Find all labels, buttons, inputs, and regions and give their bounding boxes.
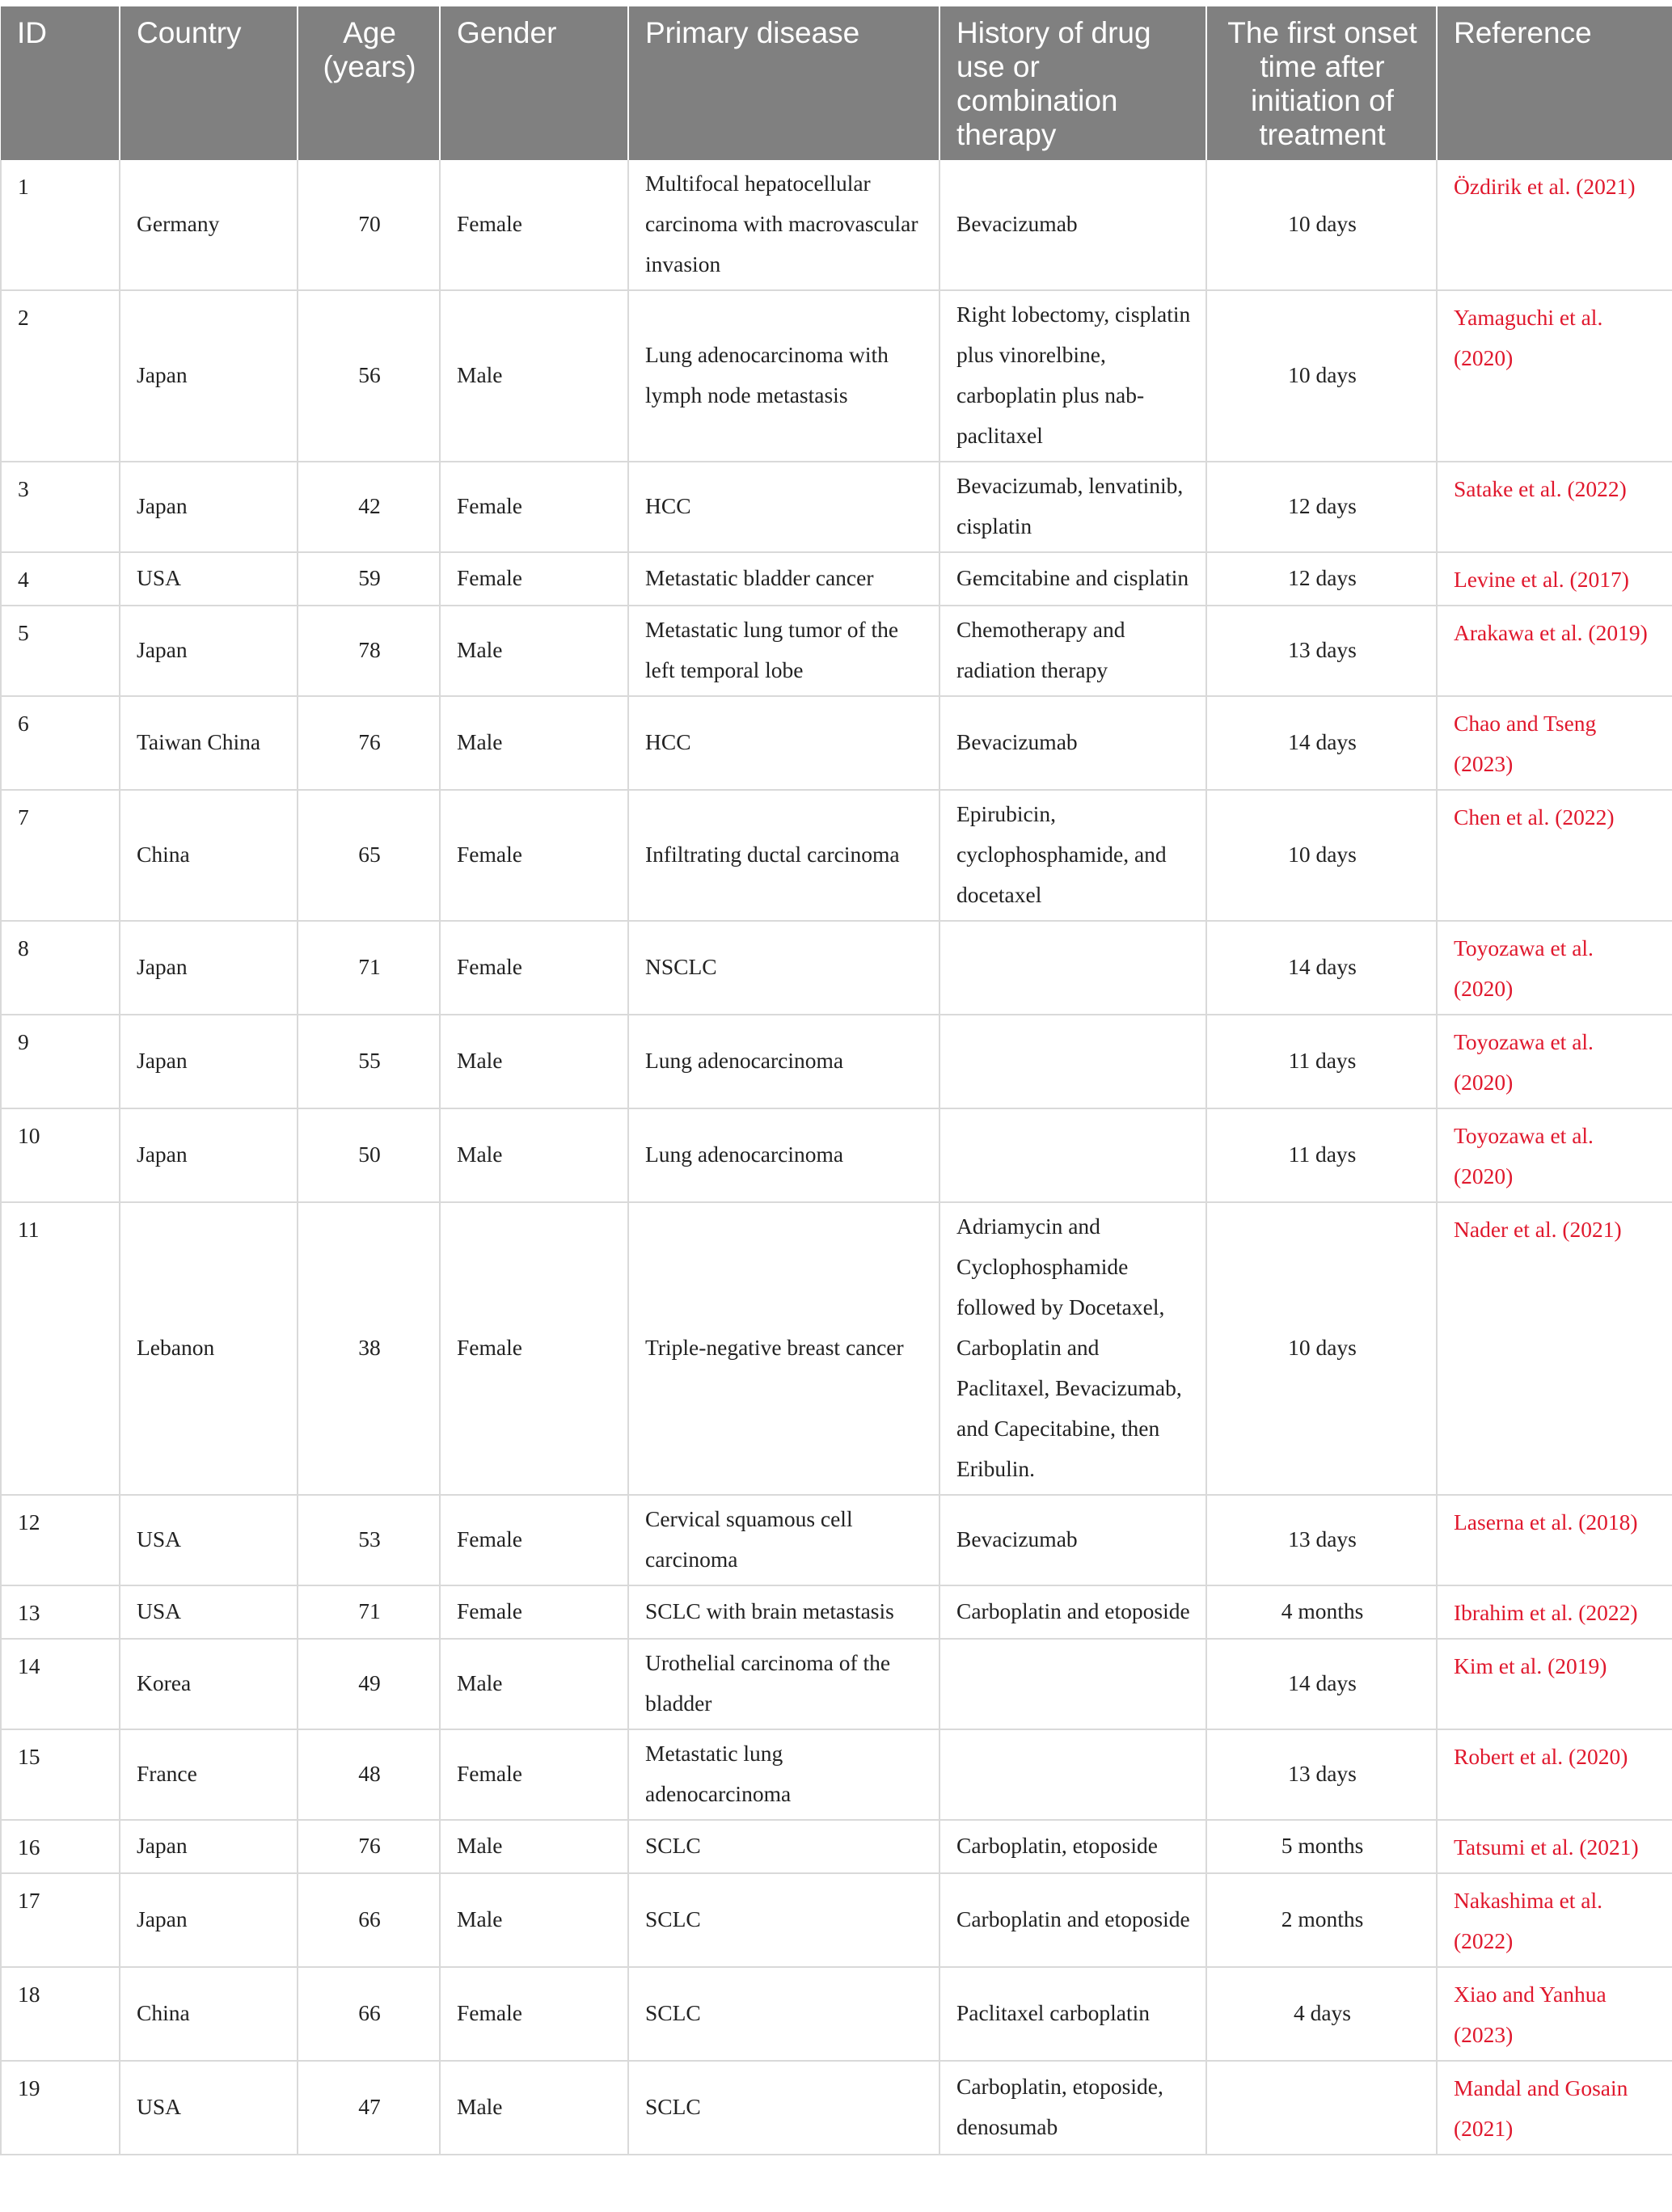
cell-age: 65 [298, 790, 440, 921]
reference-link[interactable]: Kim et al. (2019) [1437, 1639, 1672, 1729]
cell-gender: Male [440, 1015, 628, 1108]
cell-id: 6 [1, 696, 120, 790]
cell-age: 76 [298, 696, 440, 790]
cell-gender: Male [440, 290, 628, 462]
reference-link[interactable]: Özdirik et al. (2021) [1437, 160, 1672, 290]
table-row [1, 462, 1672, 552]
cell-primary-disease: SCLC [628, 1873, 939, 1967]
cell-primary-disease: Metastatic lung tumor of the left temporal lobe [628, 606, 939, 696]
cell-id: 15 [1, 1729, 120, 1820]
cell-onset: 14 days [1206, 696, 1437, 790]
cell-history: Chemotherapy and radiation therapy [939, 606, 1206, 696]
cell-gender: Female [440, 462, 628, 552]
cell-gender: Female [440, 921, 628, 1015]
cell-primary-disease: SCLC with brain metastasis [628, 1585, 939, 1639]
table-row [1, 696, 1672, 790]
table-row [1, 1202, 1672, 1495]
cell-primary-disease: Metastatic bladder cancer [628, 552, 939, 606]
cell-age: 71 [298, 921, 440, 1015]
table-row [1, 1820, 1672, 1873]
cell-history: Paclitaxel carboplatin [939, 1967, 1206, 2061]
cell-primary-disease: SCLC [628, 1820, 939, 1873]
cell-onset: 11 days [1206, 1108, 1437, 1202]
cell-gender: Female [440, 1202, 628, 1495]
reference-link[interactable]: Robert et al. (2020) [1437, 1729, 1672, 1820]
cell-history: Epirubicin, cyclophosphamide, and docetaxel [939, 790, 1206, 921]
table-row [1, 1108, 1672, 1202]
table-row [1, 606, 1672, 696]
cell-id: 12 [1, 1495, 120, 1585]
cell-country: China [120, 790, 298, 921]
table-row [1, 290, 1672, 462]
header-history: History of drug use or combination therapy [939, 6, 1206, 160]
cell-id: 1 [1, 160, 120, 290]
cell-gender: Female [440, 1729, 628, 1820]
cell-onset: 14 days [1206, 1639, 1437, 1729]
reference-link[interactable]: Xiao and Yanhua (2023) [1437, 1967, 1672, 2061]
cell-id: 3 [1, 462, 120, 552]
cell-onset: 10 days [1206, 160, 1437, 290]
cell-country: USA [120, 2061, 298, 2155]
cell-gender: Female [440, 1585, 628, 1639]
cell-history [939, 1108, 1206, 1202]
cell-age: 56 [298, 290, 440, 462]
cell-age: 55 [298, 1015, 440, 1108]
cell-age: 47 [298, 2061, 440, 2155]
cell-gender: Male [440, 1820, 628, 1873]
cell-onset: 14 days [1206, 921, 1437, 1015]
reference-link[interactable]: Yamaguchi et al. (2020) [1437, 290, 1672, 462]
cell-id: 19 [1, 2061, 120, 2155]
cell-onset: 10 days [1206, 1202, 1437, 1495]
cell-history: Bevacizumab [939, 160, 1206, 290]
cell-onset: 13 days [1206, 1729, 1437, 1820]
cell-history: Gemcitabine and cisplatin [939, 552, 1206, 606]
cell-history: Carboplatin, etoposide [939, 1820, 1206, 1873]
cell-gender: Male [440, 1108, 628, 1202]
cell-history: Bevacizumab [939, 1495, 1206, 1585]
cell-age: 59 [298, 552, 440, 606]
cell-id: 8 [1, 921, 120, 1015]
cell-country: Korea [120, 1639, 298, 1729]
header-reference: Reference [1437, 6, 1672, 160]
header-gender: Gender [440, 6, 628, 160]
cell-id: 7 [1, 790, 120, 921]
cell-id: 9 [1, 1015, 120, 1108]
header-primary-disease: Primary disease [628, 6, 939, 160]
reference-link[interactable]: Tatsumi et al. (2021) [1437, 1820, 1672, 1873]
cell-age: 70 [298, 160, 440, 290]
reference-link[interactable]: Toyozawa et al. (2020) [1437, 1015, 1672, 1108]
cell-primary-disease: Lung adenocarcinoma [628, 1108, 939, 1202]
cell-history: Adriamycin and Cyclophosphamide followed by Docetaxel, Carboplatin and Paclitaxel, Bevacizumab, and Capecitabine, then Eribulin. [939, 1202, 1206, 1495]
table-row [1, 1729, 1672, 1820]
cell-age: 48 [298, 1729, 440, 1820]
cell-primary-disease: HCC [628, 462, 939, 552]
cell-history: Carboplatin and etoposide [939, 1585, 1206, 1639]
table-body [1, 160, 1672, 2155]
reference-link[interactable]: Satake et al. (2022) [1437, 462, 1672, 552]
cell-country: Japan [120, 606, 298, 696]
cell-primary-disease: Infiltrating ductal carcinoma [628, 790, 939, 921]
cell-primary-disease: HCC [628, 696, 939, 790]
cell-age: 53 [298, 1495, 440, 1585]
cell-history: Bevacizumab [939, 696, 1206, 790]
table-header [1, 6, 1672, 160]
cell-country: Japan [120, 1820, 298, 1873]
cell-history [939, 1729, 1206, 1820]
cell-primary-disease: Multifocal hepatocellular carcinoma with macrovascular invasion [628, 160, 939, 290]
cell-gender: Female [440, 1495, 628, 1585]
cell-onset [1206, 2061, 1437, 2155]
cell-country: USA [120, 1495, 298, 1585]
cell-id: 2 [1, 290, 120, 462]
cell-age: 42 [298, 462, 440, 552]
cell-history [939, 921, 1206, 1015]
cell-primary-disease: Triple-negative breast cancer [628, 1202, 939, 1495]
reference-link[interactable]: Levine et al. (2017) [1437, 552, 1672, 606]
cell-id: 14 [1, 1639, 120, 1729]
cell-onset: 11 days [1206, 1015, 1437, 1108]
cell-onset: 10 days [1206, 290, 1437, 462]
reference-link[interactable]: Nakashima et al. (2022) [1437, 1873, 1672, 1967]
cell-gender: Female [440, 790, 628, 921]
reference-link[interactable]: Toyozawa et al. (2020) [1437, 921, 1672, 1015]
cell-primary-disease: Urothelial carcinoma of the bladder [628, 1639, 939, 1729]
case-reports-table [0, 6, 1672, 2155]
cell-history: Right lobectomy, cisplatin plus vinorelbine, carboplatin plus nab-paclitaxel [939, 290, 1206, 462]
table-row [1, 1639, 1672, 1729]
cell-country: USA [120, 1585, 298, 1639]
cell-primary-disease: Cervical squamous cell carcinoma [628, 1495, 939, 1585]
reference-link[interactable]: Nader et al. (2021) [1437, 1202, 1672, 1495]
table-row [1, 160, 1672, 290]
cell-onset: 10 days [1206, 790, 1437, 921]
cell-history: Carboplatin and etoposide [939, 1873, 1206, 1967]
cell-country: Japan [120, 921, 298, 1015]
reference-link[interactable]: Mandal and Gosain (2021) [1437, 2061, 1672, 2155]
cell-gender: Female [440, 160, 628, 290]
cell-onset: 12 days [1206, 462, 1437, 552]
header-age: Age (years) [298, 6, 440, 160]
header-id: ID [1, 6, 120, 160]
cell-gender: Male [440, 606, 628, 696]
cell-gender: Male [440, 696, 628, 790]
reference-link[interactable]: Ibrahim et al. (2022) [1437, 1585, 1672, 1639]
table-row [1, 1015, 1672, 1108]
cell-history: Carboplatin, etoposide, denosumab [939, 2061, 1206, 2155]
cell-id: 13 [1, 1585, 120, 1639]
cell-gender: Female [440, 552, 628, 606]
cell-country: France [120, 1729, 298, 1820]
cell-gender: Male [440, 1873, 628, 1967]
cell-age: 66 [298, 1873, 440, 1967]
cell-id: 11 [1, 1202, 120, 1495]
cell-age: 78 [298, 606, 440, 696]
cell-onset: 12 days [1206, 552, 1437, 606]
cell-age: 71 [298, 1585, 440, 1639]
cell-country: Japan [120, 290, 298, 462]
cell-age: 49 [298, 1639, 440, 1729]
header-country: Country [120, 6, 298, 160]
cell-primary-disease: Lung adenocarcinoma with lymph node metastasis [628, 290, 939, 462]
table-row [1, 552, 1672, 606]
reference-link[interactable]: Arakawa et al. (2019) [1437, 606, 1672, 696]
cell-primary-disease: Lung adenocarcinoma [628, 1015, 939, 1108]
table-row [1, 921, 1672, 1015]
cell-id: 5 [1, 606, 120, 696]
reference-link[interactable]: Toyozawa et al. (2020) [1437, 1108, 1672, 1202]
table-row [1, 1967, 1672, 2061]
cell-primary-disease: Metastatic lung adenocarcinoma [628, 1729, 939, 1820]
cell-id: 18 [1, 1967, 120, 2061]
cell-age: 38 [298, 1202, 440, 1495]
cell-country: Japan [120, 1873, 298, 1967]
cell-id: 16 [1, 1820, 120, 1873]
header-onset: The first onset time after initiation of treatment [1206, 6, 1437, 160]
cell-country: Lebanon [120, 1202, 298, 1495]
table-row [1, 2061, 1672, 2155]
cell-history [939, 1015, 1206, 1108]
cell-country: Japan [120, 462, 298, 552]
cell-onset: 4 months [1206, 1585, 1437, 1639]
cell-id: 17 [1, 1873, 120, 1967]
cell-onset: 13 days [1206, 1495, 1437, 1585]
reference-link[interactable]: Chao and Tseng (2023) [1437, 696, 1672, 790]
cell-gender: Male [440, 2061, 628, 2155]
cell-primary-disease: NSCLC [628, 921, 939, 1015]
cell-onset: 2 months [1206, 1873, 1437, 1967]
table-row [1, 1495, 1672, 1585]
cell-country: Japan [120, 1108, 298, 1202]
table-row [1, 1585, 1672, 1639]
cell-gender: Male [440, 1639, 628, 1729]
cell-primary-disease: SCLC [628, 1967, 939, 2061]
cell-age: 66 [298, 1967, 440, 2061]
cell-onset: 4 days [1206, 1967, 1437, 2061]
cell-gender: Female [440, 1967, 628, 2061]
table-row [1, 790, 1672, 921]
cell-age: 50 [298, 1108, 440, 1202]
cell-age: 76 [298, 1820, 440, 1873]
cell-country: Japan [120, 1015, 298, 1108]
cell-history: Bevacizumab, lenvatinib, cisplatin [939, 462, 1206, 552]
cell-onset: 13 days [1206, 606, 1437, 696]
cell-country: Germany [120, 160, 298, 290]
cell-country: China [120, 1967, 298, 2061]
cell-history [939, 1639, 1206, 1729]
cell-primary-disease: SCLC [628, 2061, 939, 2155]
cell-id: 10 [1, 1108, 120, 1202]
reference-link[interactable]: Chen et al. (2022) [1437, 790, 1672, 921]
header-row [1, 6, 1672, 160]
reference-link[interactable]: Laserna et al. (2018) [1437, 1495, 1672, 1585]
cell-onset: 5 months [1206, 1820, 1437, 1873]
cell-country: Taiwan China [120, 696, 298, 790]
cell-id: 4 [1, 552, 120, 606]
cell-country: USA [120, 552, 298, 606]
table-row [1, 1873, 1672, 1967]
